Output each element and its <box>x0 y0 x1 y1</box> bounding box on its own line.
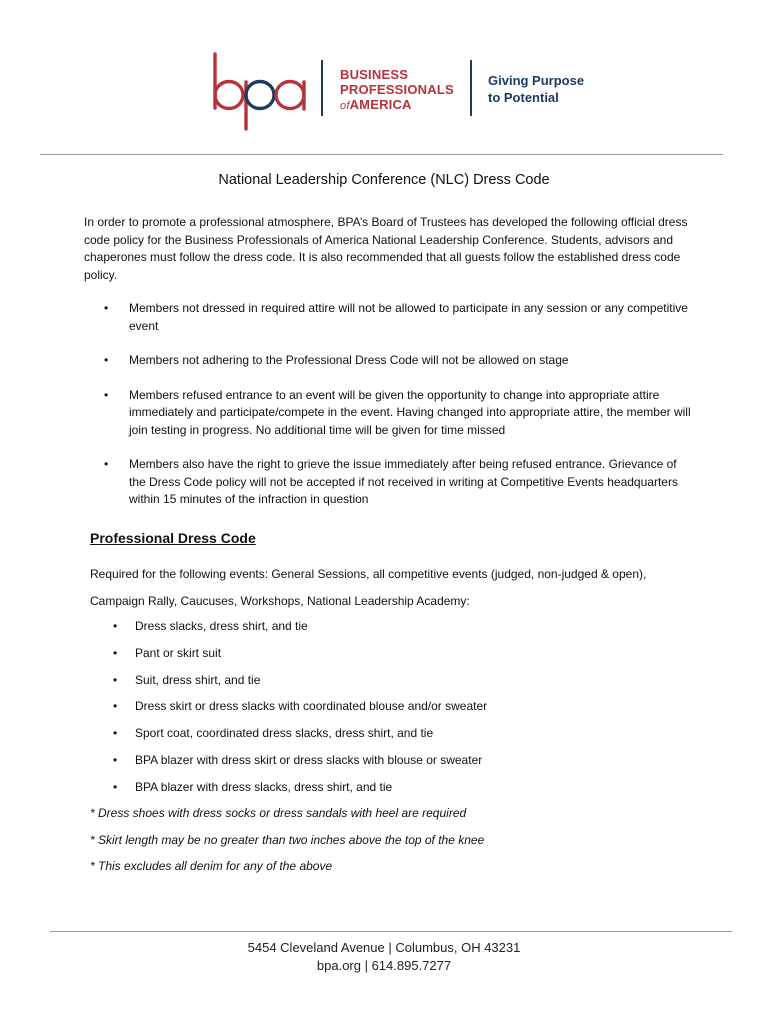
attire-list <box>90 613 487 801</box>
rule-text: Members refused entrance to an event will be given the opportunity to change into appropriate attire immediately and participate/compete in the event. Having changed into appropriate attire, the member will join testing in progress. No additional time will be given for time missed <box>129 387 691 437</box>
attire-text: Dress slacks, dress shirt, and tie <box>135 619 308 633</box>
bullet-icon: • <box>104 387 109 402</box>
list-item <box>90 693 487 720</box>
org-name-line1: BUSINESS <box>340 67 409 82</box>
logo-divider <box>321 60 323 116</box>
bullet-icon: • <box>113 779 118 794</box>
list-item <box>90 640 487 667</box>
tagline-line1: Giving Purpose <box>488 73 585 88</box>
org-name <box>340 67 454 114</box>
list-item <box>90 667 487 694</box>
rule-text: Members also have the right to grieve the issue immediately after being refused entrance. Grievance of the Dress Code policy will not be accepted if not received in writing at Competitive Events headquarters within 15 minutes of the infraction in question <box>129 457 678 506</box>
footer-contact: bpa.org | 614.895.7277 <box>316 958 452 973</box>
section-title: Professional Dress Code <box>90 530 256 546</box>
bullet-icon: • <box>113 645 118 660</box>
list-item <box>84 456 694 509</box>
rule-text: Members not dressed in required attire will not be allowed to participate in any session or any competitive event <box>129 301 688 333</box>
list-item <box>84 352 694 370</box>
bullet-icon: • <box>113 672 118 687</box>
attire-text: BPA blazer with dress slacks, dress shirt, and tie <box>135 779 393 794</box>
required-events-text: Required for the following events: General Sessions, all competitive events (judged, non-judged & open), Campaign Rally, Caucuses, Workshops, National Leadership Academy: <box>90 567 647 608</box>
footer-rule <box>50 931 732 932</box>
tagline-line2: to Potential <box>488 90 559 105</box>
org-name-america: AMERICA <box>349 97 412 112</box>
bullet-icon: • <box>104 353 109 367</box>
notes <box>90 800 484 880</box>
bullet-icon: • <box>113 726 118 741</box>
org-name-line2: PROFESSIONALS <box>340 82 454 97</box>
note-text: * This excludes all denim for any of the above <box>90 859 333 873</box>
note-text: * Skirt length may be no greater than two inches above the top of the knee <box>90 832 485 847</box>
list-item <box>84 387 694 440</box>
bullet-icon: • <box>104 301 109 315</box>
document-title: National Leadership Conference (NLC) Dress Code <box>218 172 550 188</box>
bullet-icon: • <box>113 752 118 767</box>
rule-text: Members not adhering to the Professional Dress Code will not be allowed on stage <box>129 353 569 367</box>
bullet-icon: • <box>113 619 118 633</box>
list-item <box>90 613 487 640</box>
header-rule <box>40 154 723 155</box>
attire-text: Suit, dress shirt, and tie <box>135 672 261 687</box>
note-text: * Dress shoes with dress socks or dress sandals with heel are required <box>90 806 467 820</box>
tagline <box>488 72 584 106</box>
tagline-divider <box>470 60 472 116</box>
footer-address: 5454 Cleveland Avenue | Columbus, OH 43231 <box>247 940 521 955</box>
list-item <box>90 747 487 774</box>
intro-paragraph: In order to promote a professional atmosphere, BPA’s Board of Trustees has developed the following official dress code policy for the Business Professionals of America National Leadership Conference. Students, advisors and chaperones must follow the dress code. It is also recommended that all guests follow the established dress code policy. <box>84 215 688 282</box>
org-name-of: of <box>340 100 350 112</box>
footer <box>0 939 768 975</box>
attire-text: Dress skirt or dress slacks with coordinated blouse and/or sweater <box>135 699 488 714</box>
attire-text: BPA blazer with dress skirt or dress slacks with blouse or sweater <box>135 752 483 767</box>
letterhead <box>0 44 768 136</box>
bullet-icon: • <box>113 699 118 714</box>
attire-text: Pant or skirt suit <box>135 645 222 660</box>
rules-list <box>84 300 694 526</box>
list-item <box>90 774 487 801</box>
list-item <box>84 300 694 335</box>
org-name-line3 <box>340 97 454 114</box>
bullet-icon: • <box>104 457 109 471</box>
bpa-logo <box>208 52 308 137</box>
list-item <box>90 720 487 747</box>
attire-text: Sport coat, coordinated dress slacks, dress shirt, and tie <box>135 726 434 741</box>
